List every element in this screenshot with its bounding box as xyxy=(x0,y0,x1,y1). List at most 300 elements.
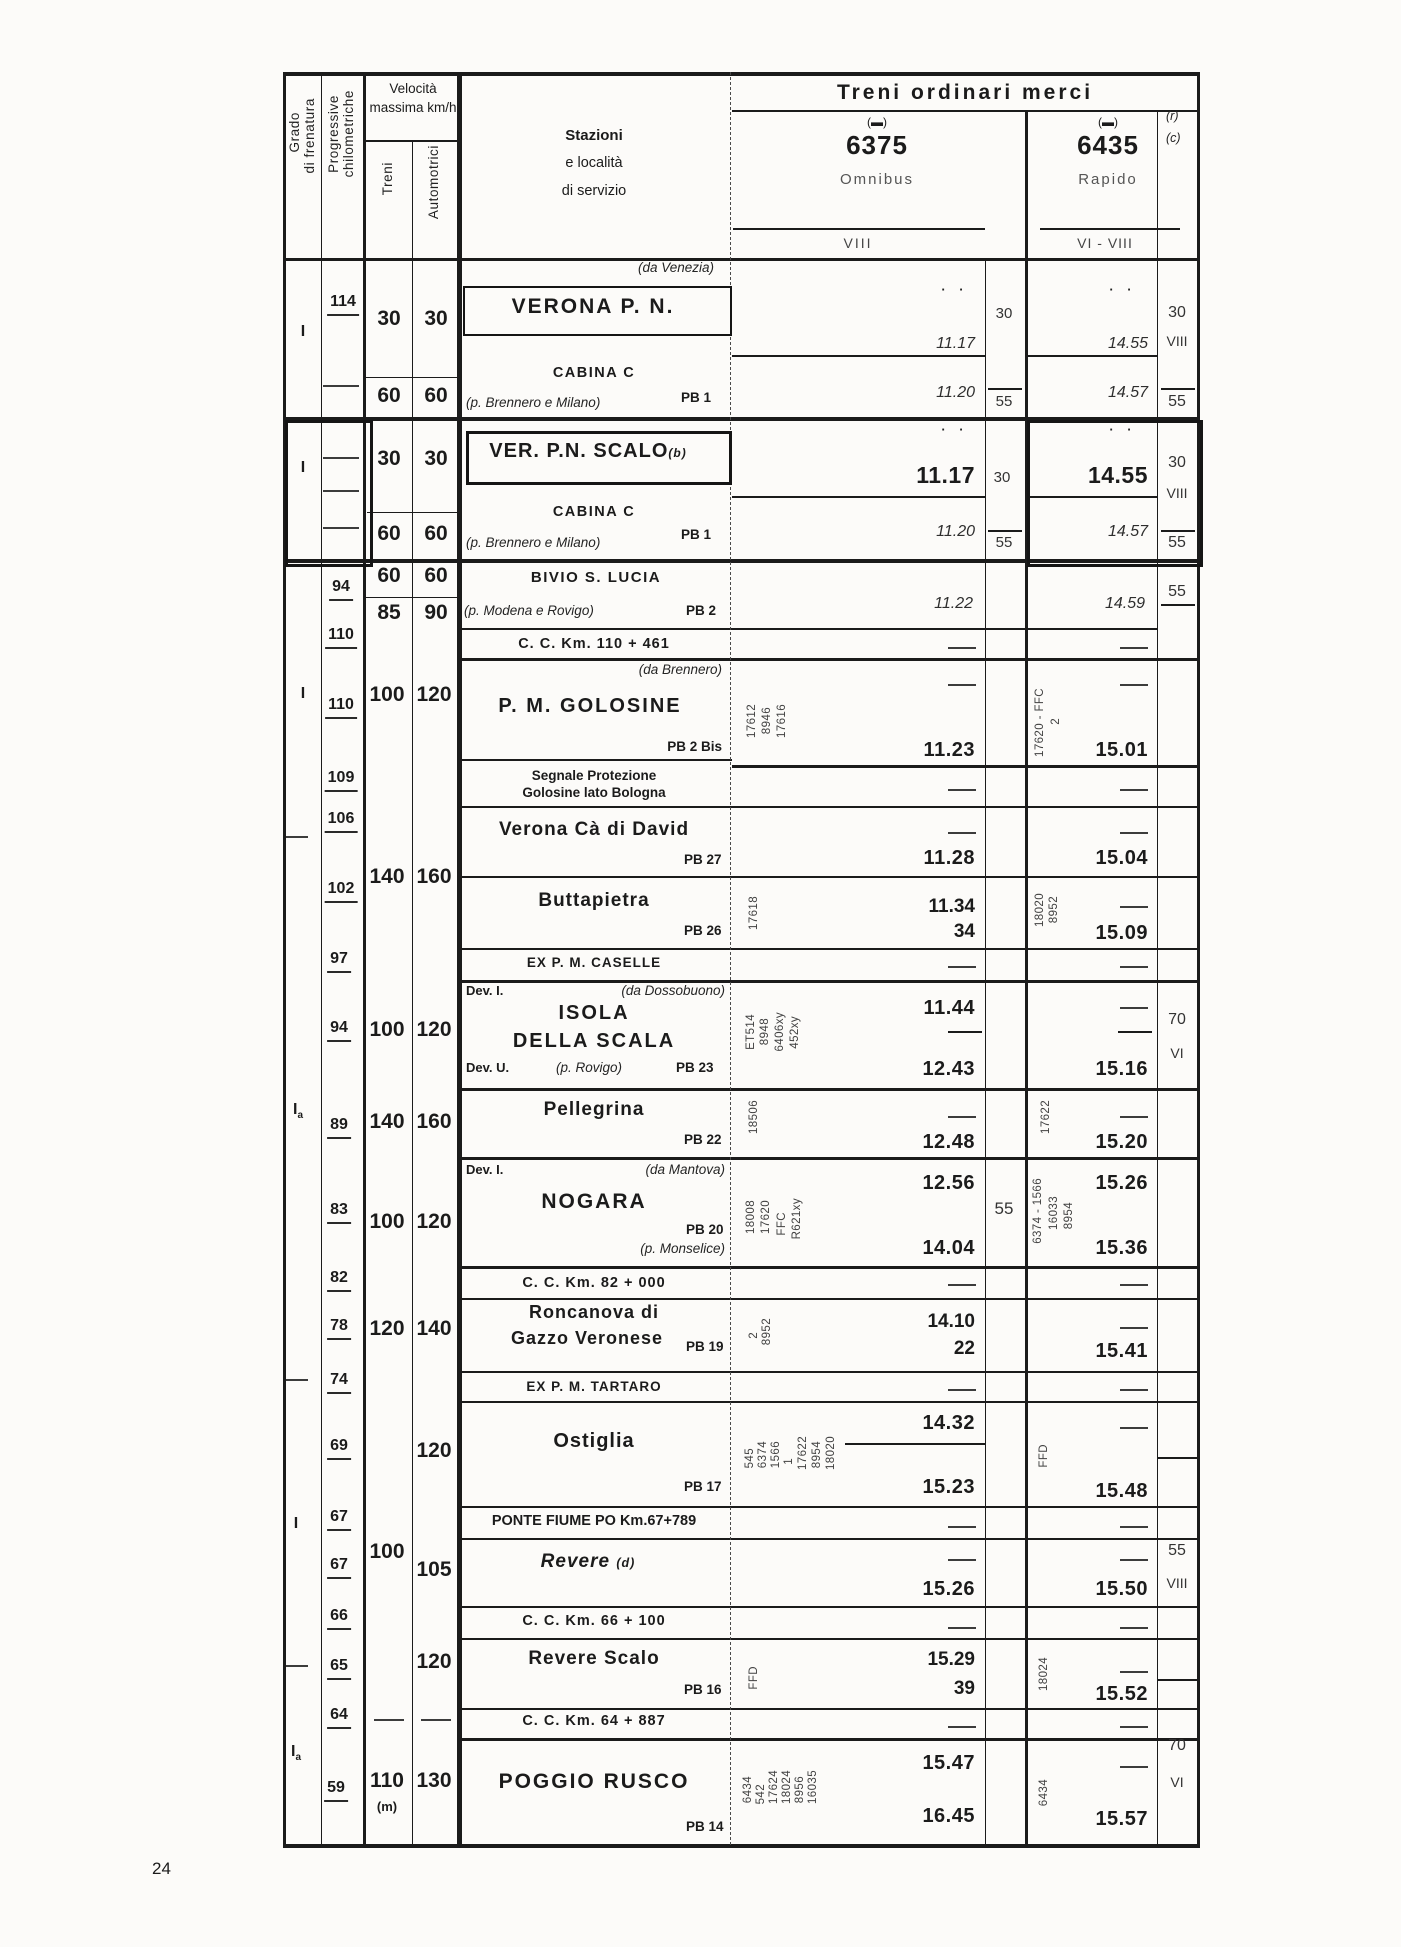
no-stop-dash xyxy=(948,966,976,968)
time: 15.29 xyxy=(927,1649,975,1670)
train-note: 452xy xyxy=(789,1016,801,1049)
rule xyxy=(1118,1031,1152,1033)
time: 11.20 xyxy=(936,523,975,540)
no-stop-dash xyxy=(948,1726,976,1728)
speed-automotrici: 130 xyxy=(416,1769,452,1792)
no-stop-dash xyxy=(948,1627,976,1629)
train-note: 8956 xyxy=(794,1776,806,1804)
no-stop-dash xyxy=(948,684,976,686)
grado-value: $I_a$ xyxy=(292,1101,304,1122)
train-note: 8946 xyxy=(761,707,773,735)
km-value: 89 xyxy=(327,1117,351,1139)
no-stop-dash xyxy=(948,1284,976,1286)
rule xyxy=(459,1401,1200,1403)
rule xyxy=(845,1443,985,1445)
rule xyxy=(1161,388,1195,390)
train-note: 6406xy xyxy=(774,1012,786,1052)
rule xyxy=(283,72,1200,76)
speed-treni: 60 xyxy=(377,564,401,587)
rule xyxy=(1025,110,1028,1845)
no-stop-dash xyxy=(948,1116,976,1118)
km-value: 97 xyxy=(327,951,351,973)
column-header-stazioni3: di servizio xyxy=(561,183,627,199)
station-name2: Gazzo Veronese xyxy=(510,1328,664,1348)
speed-automotrici: 120 xyxy=(416,1018,452,1041)
outer-value: 70 xyxy=(1168,1011,1186,1028)
station-name: Revere Scalo xyxy=(528,1648,660,1669)
no-stop-dash xyxy=(1120,1284,1148,1286)
km-value: 67 xyxy=(327,1509,351,1531)
speed-treni: 30 xyxy=(377,307,401,330)
rule xyxy=(459,1638,1200,1640)
no-stop-dash xyxy=(1120,1766,1148,1768)
rule xyxy=(459,1157,1200,1160)
time: 15.20 xyxy=(1095,1131,1148,1153)
outer-value: VI xyxy=(1170,1045,1184,1061)
time: 15.41 xyxy=(1095,1340,1148,1362)
time: 15.57 xyxy=(1095,1808,1148,1830)
km-value: 94 xyxy=(327,1020,351,1042)
column-header-grado: Grado xyxy=(287,112,302,153)
train-number-6375: 6375 xyxy=(846,130,908,160)
train-note: 17612 xyxy=(746,704,758,738)
time: 15.01 xyxy=(1095,739,1148,761)
pb-label: PB 1 xyxy=(681,527,712,542)
no-stop-dash xyxy=(1120,1671,1148,1673)
train-note: 542 xyxy=(755,1784,767,1805)
time: 15.48 xyxy=(1095,1480,1148,1502)
column-header-treni: Treni xyxy=(380,162,395,196)
time: 14.55 xyxy=(1107,335,1148,352)
train-note: 8954 xyxy=(811,1441,823,1469)
rule xyxy=(363,72,366,1845)
rule xyxy=(1157,110,1158,1845)
rule xyxy=(988,530,1022,532)
km-value: 67 xyxy=(327,1557,351,1579)
train-note: 18024 xyxy=(781,1770,793,1804)
train-note: 8948 xyxy=(759,1018,771,1046)
outer-value: VIII xyxy=(1166,1575,1188,1591)
train-note: FFD xyxy=(1038,1444,1050,1468)
speed-treni: 30 xyxy=(377,447,401,470)
station-name: EX P. M. TARTARO xyxy=(526,1379,662,1394)
train-note: 8952 xyxy=(1048,896,1060,924)
rule xyxy=(732,496,985,498)
pb-label: PB 23 xyxy=(676,1060,714,1075)
subcol-value: 30 xyxy=(993,469,1011,486)
rule xyxy=(283,258,1200,261)
column-header-stazioni: Stazioni xyxy=(565,127,623,144)
train-note: 2 xyxy=(748,1332,760,1339)
km-value: 106 xyxy=(325,811,358,833)
station-name: BIVIO S. LUCIA xyxy=(530,569,662,586)
stop-dots: · · xyxy=(941,282,969,297)
time: 14.59 xyxy=(1104,595,1145,612)
train-number-6435: 6435 xyxy=(1077,130,1139,160)
no-stop-dash xyxy=(1120,684,1148,686)
speed-automotrici: 120 xyxy=(416,1210,452,1233)
pb-label: PB 20 xyxy=(686,1222,724,1237)
train-note: 6434 xyxy=(742,1776,754,1804)
time: 39 xyxy=(953,1678,975,1699)
train-note: 18024 xyxy=(1038,1657,1050,1691)
no-stop-dash xyxy=(1120,1007,1148,1009)
train-note: 17618 xyxy=(748,896,760,930)
subcol-value: 55 xyxy=(994,1199,1014,1218)
no-stop-dash xyxy=(1120,789,1148,791)
grado-value: I xyxy=(293,1515,299,1532)
no-stop-dash xyxy=(1120,1559,1148,1561)
speed-automotrici: 60 xyxy=(424,564,448,587)
station-name: Pellegrina xyxy=(543,1099,645,1120)
subcol-value: 30 xyxy=(995,305,1013,322)
train-period-6375: VIII xyxy=(843,235,873,251)
station-name: C. C. Km. 64 + 887 xyxy=(522,1713,666,1729)
column-header-velocita: Velocità massima km/h xyxy=(369,81,457,115)
corner-note-r: (r) xyxy=(1166,109,1179,123)
outer-value: VIII xyxy=(1166,485,1188,501)
no-stop-dash xyxy=(1120,1627,1148,1629)
station-name: NOGARA xyxy=(541,1190,647,1213)
station-name: CABINA C xyxy=(552,365,636,381)
time: 15.52 xyxy=(1095,1683,1148,1705)
km-value: 69 xyxy=(327,1438,351,1460)
time: 14.10 xyxy=(927,1311,975,1332)
station-name: P. M. GOLOSINE xyxy=(498,695,682,717)
no-stop-dash xyxy=(948,1389,976,1391)
pb-label: PB 22 xyxy=(684,1132,722,1147)
no-stop-dash xyxy=(1120,832,1148,834)
time: 15.26 xyxy=(922,1578,975,1600)
speed-treni: 140 xyxy=(369,1110,405,1133)
km-value: 114 xyxy=(327,294,359,316)
outer-value: 30 xyxy=(1168,304,1186,321)
station-direction: (p. Rovigo) xyxy=(556,1060,623,1075)
station-name: C. C. Km. 82 + 000 xyxy=(522,1275,666,1291)
outer-value: VI xyxy=(1170,1774,1184,1790)
outer-value: 55 xyxy=(1168,393,1186,410)
time: 15.09 xyxy=(1095,922,1148,944)
time: 14.57 xyxy=(1107,523,1148,540)
rule xyxy=(730,72,731,1845)
speed-note: (m) xyxy=(376,1799,398,1814)
time: 11.22 xyxy=(934,595,973,612)
time: 15.36 xyxy=(1095,1237,1148,1259)
speed-treni: 140 xyxy=(369,865,405,888)
station-name2: DELLA SCALA xyxy=(512,1030,676,1052)
km-dash xyxy=(323,385,359,387)
time: 11.17 xyxy=(916,462,975,488)
km-value: 110 xyxy=(325,627,357,649)
no-stop-dash xyxy=(1120,647,1148,649)
station-name: C. C. Km. 66 + 100 xyxy=(522,1613,666,1629)
time: 34 xyxy=(953,921,975,942)
rule xyxy=(321,72,322,1845)
km-value: 110 xyxy=(325,697,357,719)
km-value: 94 xyxy=(329,579,353,601)
time: 14.57 xyxy=(1107,384,1148,401)
train-note: R621xy xyxy=(791,1198,803,1240)
speed-automotrici: 120 xyxy=(416,1439,452,1462)
rule xyxy=(459,1708,1200,1710)
km-value: 83 xyxy=(327,1202,351,1224)
rule xyxy=(459,806,1200,808)
speed-automotrici: 140 xyxy=(416,1317,452,1340)
rule xyxy=(733,228,985,230)
speed-automotrici: 60 xyxy=(424,384,448,407)
train-note: 1566 xyxy=(770,1441,782,1469)
grado-value: $I_a$ xyxy=(290,1743,302,1764)
no-stop-dash xyxy=(948,1526,976,1528)
outer-value: 55 xyxy=(1168,1542,1186,1559)
km-value: 65 xyxy=(327,1658,351,1680)
train-type-6375: Omnibus xyxy=(839,171,915,188)
km-dash xyxy=(323,527,359,529)
time: 14.55 xyxy=(1087,462,1148,488)
grado-dash xyxy=(286,1665,308,1667)
km-dash xyxy=(323,457,359,459)
rule xyxy=(459,948,1200,950)
column-header-grado2: di frenatura xyxy=(302,98,317,174)
time: 15.16 xyxy=(1095,1058,1148,1080)
station-name: Segnale Protezione xyxy=(531,768,657,783)
train-note: 8952 xyxy=(761,1318,773,1346)
station-direction: (p. Brennero e Milano) xyxy=(466,395,601,410)
time: 15.47 xyxy=(922,1752,975,1774)
no-stop-dash xyxy=(1120,906,1148,908)
time: 15.04 xyxy=(1095,847,1148,869)
outer-value: 55 xyxy=(1168,583,1186,600)
train-symbol: (▬) xyxy=(867,115,887,129)
train-note: 17616 xyxy=(776,704,788,738)
speed-automotrici: 120 xyxy=(416,683,452,706)
time: 12.48 xyxy=(922,1131,975,1153)
pb-label: PB 17 xyxy=(684,1479,722,1494)
no-stop-dash xyxy=(948,647,976,649)
train-note: 17622 xyxy=(797,1436,809,1470)
speed-automotrici: 90 xyxy=(424,601,448,624)
rule xyxy=(1157,1457,1197,1459)
station-direction: (p. Brennero e Milano) xyxy=(466,535,601,550)
time: 11.44 xyxy=(923,997,975,1019)
origin-note: (da Dossobuono) xyxy=(621,983,725,998)
pb-label: PB 27 xyxy=(684,852,722,867)
rule xyxy=(459,1371,1200,1373)
km-value: 59 xyxy=(324,1780,348,1802)
stop-dots: · · xyxy=(941,422,969,437)
dev-note: Dev. I. xyxy=(466,983,504,998)
station-name: CABINA C xyxy=(552,504,636,520)
time: 11.23 xyxy=(923,739,975,761)
station-name: C. C. Km. 110 + 461 xyxy=(518,636,670,652)
rule xyxy=(1197,72,1200,1848)
train-note: FFD xyxy=(748,1666,760,1690)
rule xyxy=(1157,1679,1197,1681)
pb-label: PB 2 xyxy=(686,603,717,618)
no-stop-dash xyxy=(1120,966,1148,968)
rule xyxy=(459,876,1200,878)
page-number: 24 xyxy=(152,1859,171,1878)
rule xyxy=(948,1031,982,1033)
subcol-value: 55 xyxy=(995,393,1013,410)
km-value: 64 xyxy=(327,1707,351,1729)
station-name: Verona Cà di David xyxy=(498,819,690,840)
rule xyxy=(459,980,1200,983)
origin-note: (da Venezia) xyxy=(637,260,714,275)
rule xyxy=(1028,355,1157,357)
time: 16.45 xyxy=(922,1805,975,1827)
speed-treni: 100 xyxy=(369,1018,405,1041)
time: 11.17 xyxy=(936,335,975,352)
speed-automotrici: 105 xyxy=(416,1558,452,1581)
km-value: 102 xyxy=(325,881,358,903)
column-header-progressive: Progressive xyxy=(326,95,341,173)
station-name: VERONA P. N. xyxy=(511,295,675,318)
speed-treni: 60 xyxy=(377,522,401,545)
origin-note: (da Mantova) xyxy=(645,1162,725,1177)
km-value: 74 xyxy=(327,1372,351,1394)
rule xyxy=(732,355,985,357)
no-stop-dash xyxy=(1120,1526,1148,1528)
train-note: 17620 - FFC xyxy=(1034,688,1046,757)
dev-note: Dev. U. xyxy=(466,1060,510,1075)
no-stop-dash xyxy=(948,1559,976,1561)
km-dash xyxy=(323,490,359,492)
time: 11.28 xyxy=(923,847,975,869)
speed-treni: 85 xyxy=(377,601,401,624)
rule xyxy=(457,72,462,1845)
station-name: PONTE FIUME PO Km.67+789 xyxy=(491,1513,697,1529)
speed-treni: 110 xyxy=(370,1769,404,1792)
speed-automotrici: 160 xyxy=(416,865,452,888)
train-note: 18020 xyxy=(1034,893,1046,927)
speed-automotrici: 160 xyxy=(416,1110,452,1133)
station-name: Buttapietra xyxy=(538,890,650,911)
time: 11.20 xyxy=(936,384,975,401)
speed-treni: 100 xyxy=(369,1540,405,1563)
train-note: 17620 xyxy=(760,1200,772,1234)
grado-dash xyxy=(286,1379,308,1381)
no-stop-dash xyxy=(948,789,976,791)
pb-label: PB 19 xyxy=(686,1339,724,1354)
km-value: 66 xyxy=(327,1608,351,1630)
rule xyxy=(412,140,413,1845)
no-stop-dash xyxy=(1120,1389,1148,1391)
station-name: EX P. M. CASELLE xyxy=(526,955,662,970)
time: 14.04 xyxy=(922,1237,975,1259)
train-period-6435: VI - VIII xyxy=(1077,235,1133,251)
subcol-value: 55 xyxy=(995,534,1013,551)
train-note: FFC xyxy=(776,1212,788,1236)
pb-label: PB 2 Bis xyxy=(667,739,722,754)
station-name: POGGIO RUSCO xyxy=(498,1770,690,1793)
grado-value: I xyxy=(300,459,306,476)
station-direction: (p. Modena e Rovigo) xyxy=(464,603,594,618)
time: 15.26 xyxy=(1095,1172,1148,1194)
no-stop-dash xyxy=(1120,1327,1148,1329)
station-name2: Golosine lato Bologna xyxy=(522,785,666,800)
train-note: 18008 xyxy=(745,1200,757,1234)
origin-note: (da Brennero) xyxy=(638,662,722,677)
station-direction: (p. Monselice) xyxy=(640,1241,725,1256)
outer-value: 30 xyxy=(1168,454,1186,471)
time: 12.43 xyxy=(922,1058,975,1080)
time: 15.50 xyxy=(1095,1578,1148,1600)
grado-value: I xyxy=(300,685,306,702)
time: 12.56 xyxy=(922,1172,975,1194)
rule xyxy=(459,1538,1200,1540)
rule xyxy=(459,1298,1200,1300)
station-name: ISOLA xyxy=(558,1002,630,1024)
train-note: 1 xyxy=(783,1458,795,1465)
speed-automotrici: 30 xyxy=(424,307,448,330)
rule xyxy=(732,110,1197,112)
time: 14.32 xyxy=(922,1412,975,1434)
grado-value: I xyxy=(300,323,306,340)
speed-automotrici: 30 xyxy=(424,447,448,470)
train-note: 16035 xyxy=(807,1770,819,1804)
rule xyxy=(459,1088,1200,1091)
speed-automotrici: 60 xyxy=(424,522,448,545)
stop-dots: · · xyxy=(1109,282,1137,297)
pb-label: PB 1 xyxy=(681,390,712,405)
stop-dots: · · xyxy=(1109,422,1137,437)
dev-note: Dev. I. xyxy=(466,1162,504,1177)
train-note: 6434 xyxy=(1038,1779,1050,1807)
no-stop-dash xyxy=(948,832,976,834)
pb-label: PB 14 xyxy=(686,1819,724,1834)
rule xyxy=(985,258,986,1845)
grado-dash xyxy=(286,836,308,838)
outer-value: VIII xyxy=(1166,333,1188,349)
train-note: 18506 xyxy=(748,1100,760,1134)
train-symbol: (▬) xyxy=(1098,115,1118,129)
speed-dash xyxy=(374,1719,404,1721)
rule xyxy=(283,1844,1200,1848)
km-value: 78 xyxy=(327,1318,351,1340)
rule xyxy=(732,765,1200,768)
table-title: Treni ordinari merci xyxy=(836,81,1094,104)
rule xyxy=(1161,604,1195,606)
train-type-6435: Rapido xyxy=(1078,171,1138,188)
train-note: 18020 xyxy=(825,1436,837,1470)
column-header-automotrici: Automotrici xyxy=(426,145,441,220)
rule xyxy=(283,72,286,1848)
rule xyxy=(459,1266,1200,1269)
time: 11.34 xyxy=(928,896,975,917)
train-note: 6374 - 1566 xyxy=(1032,1178,1044,1244)
rule xyxy=(459,628,1157,630)
rule xyxy=(459,658,1200,661)
outer-value: 70 xyxy=(1168,1737,1186,1754)
corner-note-c: (c) xyxy=(1166,131,1181,145)
pb-label: PB 16 xyxy=(684,1682,722,1697)
station-name: Ostiglia xyxy=(553,1430,635,1452)
rule xyxy=(459,1738,1200,1741)
speed-dash xyxy=(421,1719,451,1721)
time: 22 xyxy=(953,1338,975,1359)
train-note: 6374 xyxy=(757,1441,769,1469)
pb-label: PB 26 xyxy=(684,923,722,938)
speed-treni: 100 xyxy=(369,1210,405,1233)
speed-treni: 60 xyxy=(377,384,401,407)
train-note: 8954 xyxy=(1063,1202,1075,1230)
no-stop-dash xyxy=(1120,1116,1148,1118)
emphasis-box-left xyxy=(285,420,373,567)
column-header-stazioni2: e località xyxy=(565,155,623,171)
speed-treni: 120 xyxy=(369,1317,405,1340)
train-note: ET514 xyxy=(745,1014,757,1050)
